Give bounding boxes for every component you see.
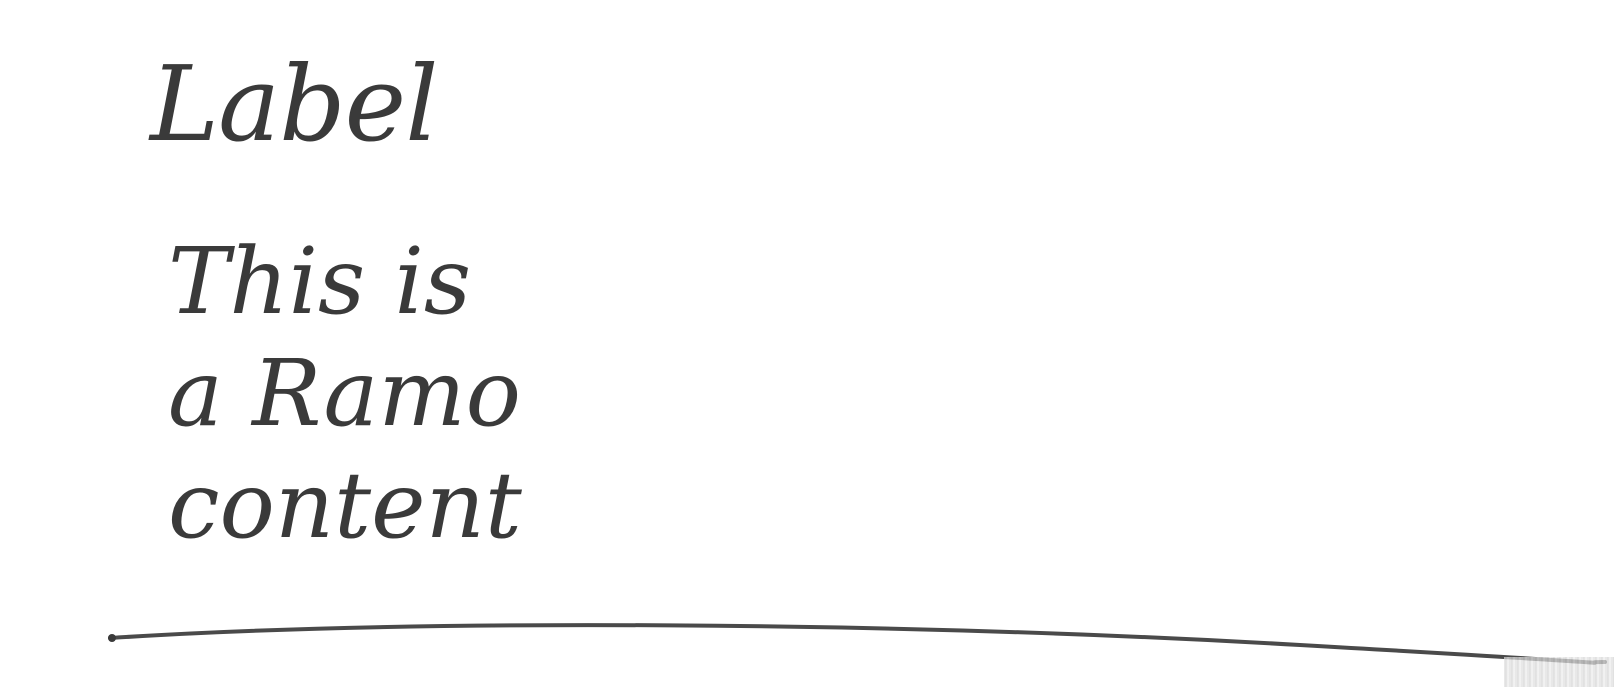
- field-content[interactable]: This is a Ramo content: [168, 228, 522, 559]
- scan-edge-artifact: [1504, 657, 1614, 687]
- field-label: Label: [150, 43, 438, 165]
